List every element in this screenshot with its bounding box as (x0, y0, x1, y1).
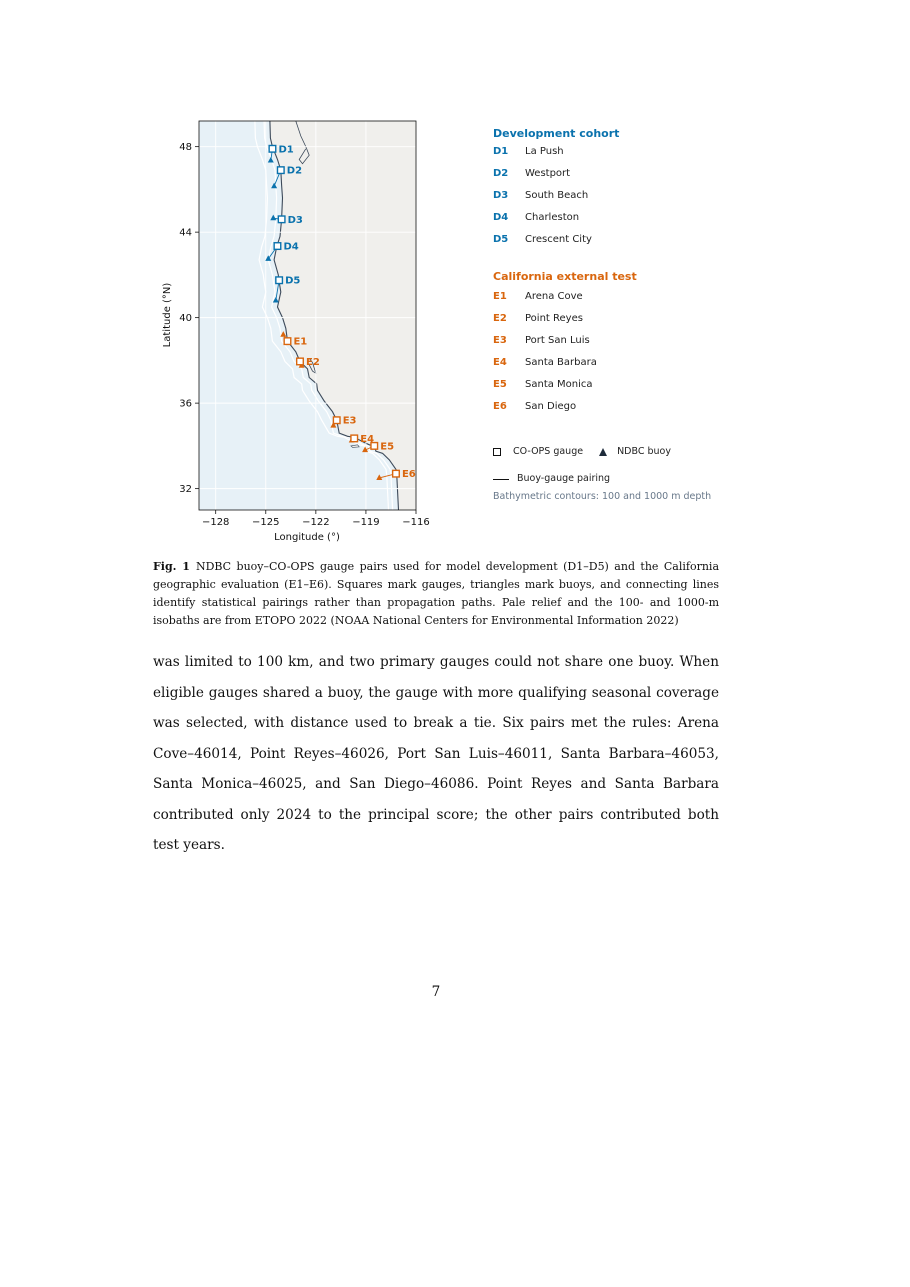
legend-item (493, 289, 753, 311)
y-tick-label: 40 (179, 313, 192, 325)
legend-item (493, 232, 753, 254)
x-tick-label: −119 (352, 517, 380, 528)
gauge-marker-d1 (269, 145, 276, 152)
site-label-e6: E6 (401, 469, 416, 481)
legend-development (493, 126, 753, 254)
legend-panel (493, 126, 753, 502)
site-label-e3: E3 (342, 415, 357, 427)
legend-item (493, 377, 753, 399)
site-name: Point Reyes (525, 313, 583, 324)
figure-caption (153, 558, 719, 630)
buoy-triangle-icon (599, 448, 607, 456)
pairing-legend-label: Buoy-gauge pairing (517, 473, 611, 484)
gauge-marker-e4 (351, 435, 358, 442)
site-name: La Push (525, 146, 564, 157)
gauge-legend-label: CO-OPS gauge (513, 446, 584, 457)
gauge-marker-d3 (278, 216, 285, 223)
y-axis-label: Latitude (°N) (162, 282, 173, 348)
site-id: D4 (493, 212, 509, 223)
site-label-e2: E2 (305, 356, 320, 368)
site-id: D1 (493, 146, 509, 157)
site-name: Santa Barbara (525, 357, 597, 368)
site-id: E4 (493, 357, 507, 368)
site-label-e5: E5 (380, 441, 395, 453)
site-name: Westport (525, 168, 571, 179)
y-tick-label: 44 (179, 227, 192, 239)
site-id: E1 (493, 291, 507, 302)
site-label-e4: E4 (360, 433, 375, 445)
gauge-marker-e6 (393, 470, 400, 477)
legend-item (493, 399, 753, 421)
legend-item (493, 188, 753, 210)
station-map-figure (150, 110, 440, 550)
site-name: South Beach (525, 190, 589, 201)
site-label-d3: D3 (287, 214, 303, 226)
site-id: E3 (493, 335, 507, 346)
legend-pairing (493, 472, 610, 486)
legend-external (493, 269, 753, 421)
site-id: D3 (493, 190, 509, 201)
site-name: Arena Cove (525, 291, 583, 302)
gauge-marker-d4 (274, 243, 281, 250)
legend-item (493, 166, 753, 188)
gauge-marker-e1 (284, 338, 291, 345)
caption-label: Fig. 1 (153, 560, 190, 573)
site-name: Crescent City (525, 234, 592, 245)
site-label-d4: D4 (283, 241, 299, 253)
caption-text: NDBC buoy–CO-OPS gauge pairs used for model development (D1–D5) and the California geographic evaluation (E1–E6). Squares mark gauges, triangles mark buoys, and connecting lines identify statistical pairings rather than propagation paths. Pale relief and the 100- and 1000-m isobaths are from ETOPO 2022 (NOAA National Centers for Environmental Information 2022) (153, 560, 720, 627)
site-label-d2: D2 (286, 165, 303, 177)
site-id: E2 (493, 313, 507, 324)
site-id: E6 (493, 401, 507, 412)
legend-symbols (493, 445, 671, 459)
y-tick-label: 36 (179, 398, 192, 410)
site-name: Charleston (525, 212, 580, 223)
body-paragraph: was limited to 100 km, and two primary gauges could not share one buoy. When eligible gauges shared a buoy, the gauge with more qualifying seasonal coverage was selected, with distance used to break a tie. Six pairs met the rules: Arena Cove–46014, Point Reyes–46026, Port San Luis–46011, Santa Barbara–46053, Santa Monica–46025, and San Diego–46086. Point Reyes and Santa Barbara contributed only 2024 to the principal score; the other pairs contributed both test years. (153, 654, 719, 853)
site-name: Santa Monica (525, 379, 593, 390)
x-tick-label: −116 (402, 517, 430, 528)
x-axis-label: Longitude (°) (274, 532, 340, 543)
legend-item (493, 355, 753, 377)
bathymetry-note: Bathymetric contours: 100 and 1000 m depth (493, 491, 712, 502)
y-tick-label: 48 (179, 142, 192, 154)
x-tick-label: −122 (302, 517, 330, 528)
site-name: San Diego (525, 401, 577, 412)
site-label-d5: D5 (285, 275, 301, 287)
gauge-marker-e2 (297, 358, 304, 365)
legend-item (493, 333, 753, 355)
site-id: E5 (493, 379, 507, 390)
site-label-d1: D1 (278, 144, 294, 156)
legend-item (493, 144, 753, 166)
site-id: D2 (493, 168, 509, 179)
x-tick-label: −125 (252, 517, 280, 528)
site-name: Port San Luis (525, 335, 590, 346)
gauge-square-icon (493, 448, 501, 456)
page-number: 7 (431, 984, 441, 1000)
site-label-e1: E1 (293, 336, 308, 348)
legend-title: Development cohort (493, 127, 620, 140)
gauge-marker-e3 (333, 417, 340, 424)
pairing-line-icon (493, 479, 509, 480)
legend-item (493, 210, 753, 232)
gauge-marker-d2 (277, 167, 284, 174)
legend-title: California external test (493, 270, 637, 283)
site-id: D5 (493, 234, 509, 245)
buoy-legend-label: NDBC buoy (617, 446, 671, 457)
y-tick-label: 32 (179, 484, 192, 496)
legend-item (493, 311, 753, 333)
x-tick-label: −128 (201, 517, 230, 528)
gauge-marker-d5 (276, 277, 283, 284)
